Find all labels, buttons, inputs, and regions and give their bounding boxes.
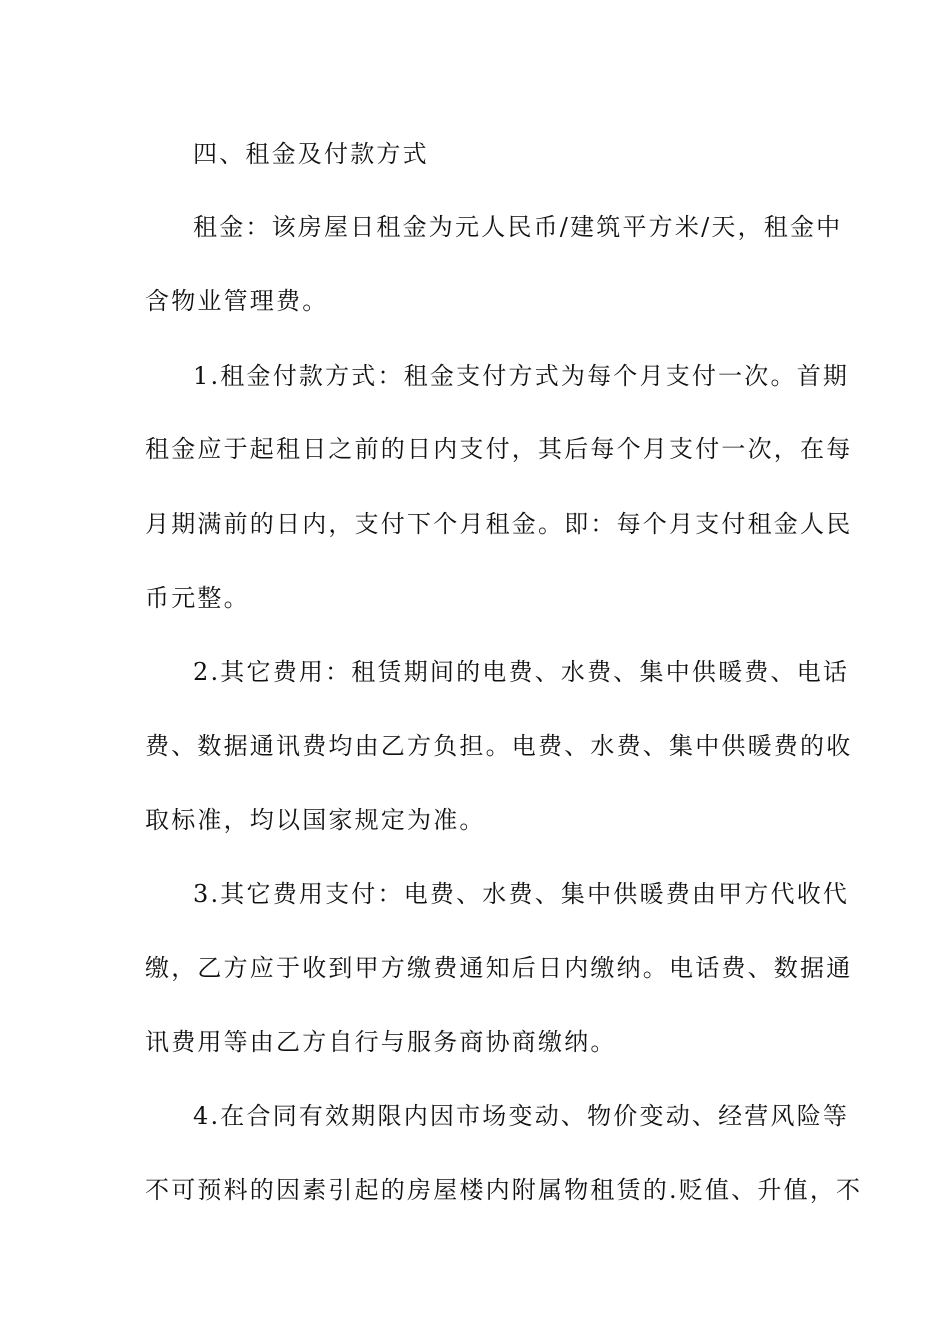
paragraph-3-line-2: 缴，乙方应于收到甲方缴费通知后日内缴纳。电话费、数据通 xyxy=(145,954,853,982)
paragraph-rent-line-2: 含物业管理费。 xyxy=(145,287,329,315)
paragraph-1-line-4: 币元整。 xyxy=(145,584,250,612)
paragraph-1-line-1: 1.租金付款方式：租金支付方式为每个月支付一次。首期 xyxy=(193,362,850,390)
paragraph-4-line-2: 不可预料的因素引起的房屋楼内附属物租赁的.贬值、升值，不 xyxy=(145,1176,863,1204)
paragraph-3-line-1: 3.其它费用支付：电费、水费、集中供暖费由甲方代收代 xyxy=(193,880,850,908)
paragraph-2-line-3: 取标准，均以国家规定为准。 xyxy=(145,806,486,834)
paragraph-3-line-3: 讯费用等由乙方自行与服务商协商缴纳。 xyxy=(145,1028,617,1056)
paragraph-rent-line-1: 租金：该房屋日租金为元人民币/建筑平方米/天，租金中 xyxy=(193,213,843,241)
paragraph-1-line-2: 租金应于起租日之前的日内支付，其后每个月支付一次，在每 xyxy=(145,435,853,463)
paragraph-1-line-3: 月期满前的日内，支付下个月租金。即：每个月支付租金人民 xyxy=(145,510,853,538)
paragraph-2-line-2: 费、数据通讯费均由乙方负担。电费、水费、集中供暖费的收 xyxy=(145,732,853,760)
paragraph-2-line-1: 2.其它费用：租赁期间的电费、水费、集中供暖费、电话 xyxy=(193,658,850,686)
paragraph-4-line-1: 4.在合同有效期限内因市场变动、物价变动、经营风险等 xyxy=(193,1102,850,1130)
section-heading: 四、租金及付款方式 xyxy=(193,140,429,168)
